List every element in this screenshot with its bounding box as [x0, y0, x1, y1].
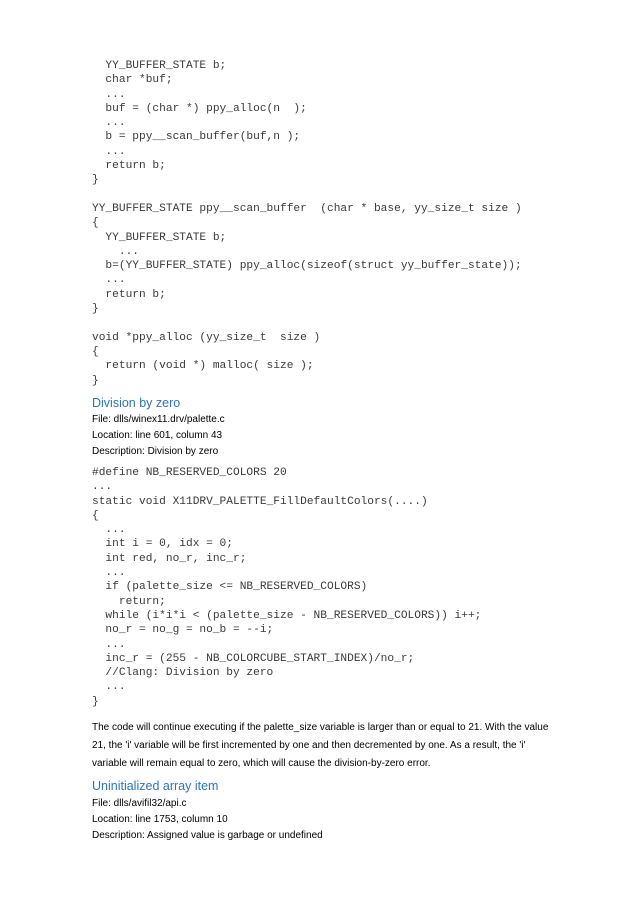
code-line: ...	[92, 117, 126, 130]
paragraph-line: The code will continue executing if the palette_size variable is larger than or equal to 21. With the value	[92, 722, 549, 733]
file-line: File: dlls/winex11.drv/palette.c	[92, 414, 225, 425]
code-line	[92, 188, 522, 202]
code-line: }	[92, 303, 99, 316]
code-line: return b;	[92, 288, 166, 301]
code-line: ...	[92, 681, 126, 694]
code-line: }	[92, 695, 99, 708]
code-line: #define NB_RESERVED_COLORS 20	[92, 467, 287, 479]
code-line: {	[92, 345, 99, 358]
code-line: ...	[92, 245, 139, 258]
location-line: Location: line 1753, column 10	[92, 814, 228, 825]
code-line: while (i*i*i < (palette_size - NB_RESERVED_COLORS)) i++;	[92, 609, 482, 622]
issue-meta-division	[92, 412, 225, 460]
description-line: Description: Division by zero	[92, 446, 219, 457]
code-line: return;	[92, 595, 166, 608]
code-line: no_r = no_g = no_b = --i;	[92, 624, 274, 637]
code-line: b=(YY_BUFFER_STATE) ppy_alloc(sizeof(struct yy_buffer_state));	[92, 260, 522, 273]
code-line: void *ppy_alloc (yy_size_t size )	[92, 331, 321, 344]
code-line: YY_BUFFER_STATE b;	[92, 231, 227, 244]
code-line: ...	[92, 481, 113, 494]
location-line: Location: line 601, column 43	[92, 430, 223, 441]
paragraph-line: variable will remain equal to zero, which will cause the division-by-zero error.	[92, 758, 431, 769]
code-line: {	[92, 217, 99, 230]
code-line	[92, 316, 522, 330]
code-line: //Clang: Division by zero	[92, 667, 274, 680]
code-line: int i = 0, idx = 0;	[92, 538, 233, 551]
code-line: return b;	[92, 160, 166, 173]
code-line: if (palette_size <= NB_RESERVED_COLORS)	[92, 581, 368, 594]
code-line: ...	[92, 145, 126, 158]
code-line: static void X11DRV_PALETTE_FillDefaultColors(....)	[92, 495, 428, 508]
code-line: b = ppy__scan_buffer(buf,n );	[92, 131, 301, 144]
code-line: int red, no_r, inc_r;	[92, 552, 247, 565]
code-line: YY_BUFFER_STATE b;	[92, 60, 227, 72]
code-line: char *buf;	[92, 74, 173, 87]
code-line: }	[92, 174, 99, 187]
code-line: ...	[92, 638, 126, 651]
description-line: Description: Assigned value is garbage or undefined	[92, 830, 323, 841]
file-line: File: dlls/avifil32/api.c	[92, 798, 187, 809]
heading-division-by-zero: Division by zero	[92, 396, 181, 410]
heading-uninitialized-array-item: Uninitialized array item	[92, 779, 219, 793]
code-line: return (void *) malloc( size );	[92, 360, 314, 373]
paragraph-line: 21, the 'i' variable will be first incremented by one and then decremented by one. As a result, the 'i'	[92, 740, 526, 751]
code-line: ...	[92, 88, 126, 101]
code-line: ...	[92, 524, 126, 537]
code-line: inc_r = (255 - NB_COLORCUBE_START_INDEX)/no_r;	[92, 652, 415, 665]
code-line: }	[92, 374, 99, 387]
code-line: {	[92, 509, 99, 522]
code-block-scan-buffer	[92, 59, 522, 388]
explanation-paragraph	[92, 719, 592, 773]
code-line: YY_BUFFER_STATE ppy__scan_buffer (char * base, yy_size_t size )	[92, 202, 522, 215]
code-line: ...	[92, 567, 126, 580]
code-line: ...	[92, 274, 126, 287]
issue-meta-uninit	[92, 796, 323, 844]
code-block-palette	[92, 466, 481, 709]
code-line: buf = (char *) ppy_alloc(n );	[92, 102, 307, 115]
